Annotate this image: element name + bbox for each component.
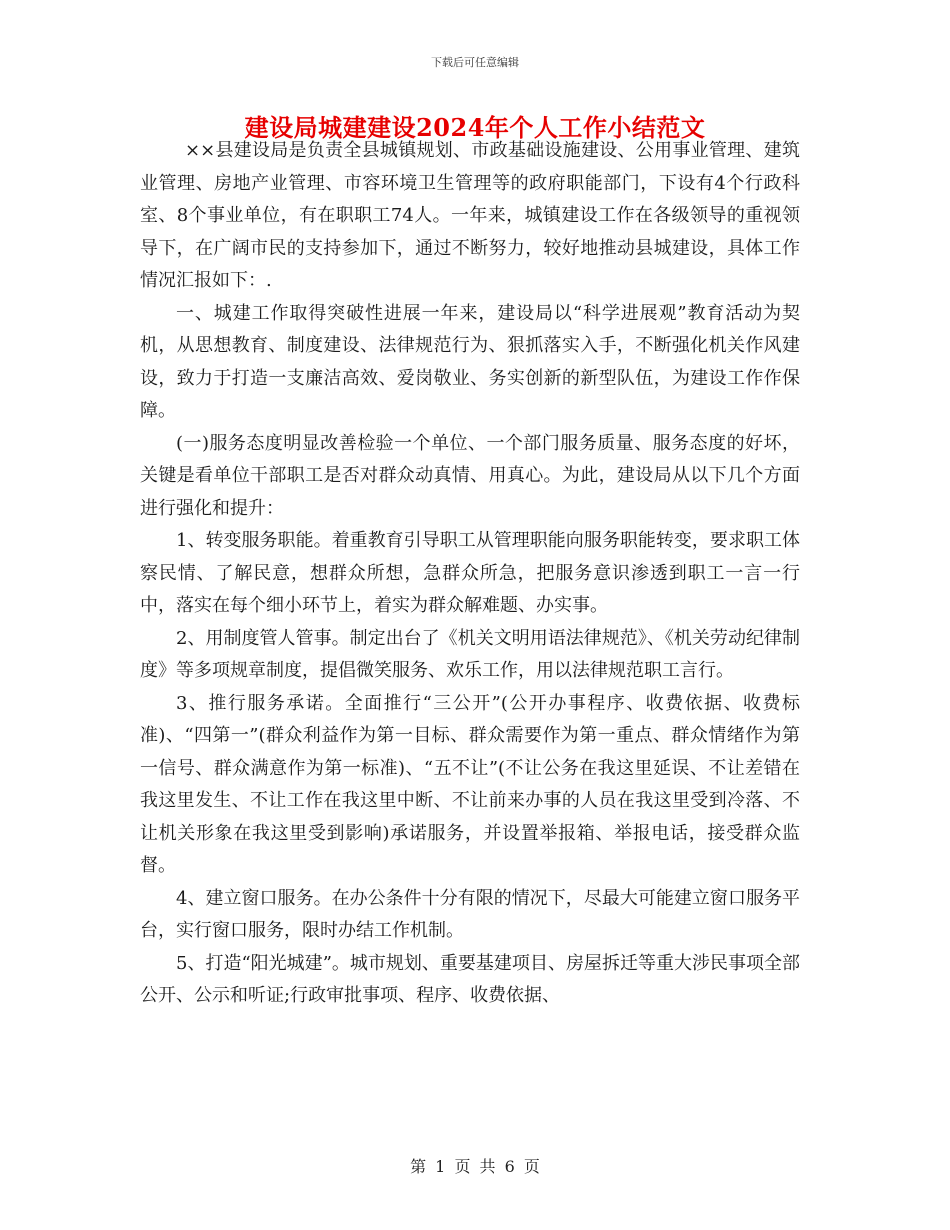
paragraph-subsection-1: (一)服务态度明显改善检验一个单位、一个部门服务质量、服务态度的好坏，关键是看单位干部职工是否对群众动真情、用真心。为此，建设局从以下几个方面进行强化和提升： — [140, 432, 800, 519]
page-footer: 第 1 页 共 6 页 — [410, 1157, 540, 1176]
paragraph-item-1: 1、转变服务职能。着重教育引导职工从管理职能向服务职能转变，要求职工体察民情、了解民意，想群众所想，急群众所急，把服务意识渗透到职工一言一行中，落实在每个细小环节上，着实为群众解难题、办实事。 — [140, 530, 800, 616]
document-title: 建设局城建建设2024年个人工作小结范文 — [244, 113, 706, 142]
paragraph-item-4: 4、建立窗口服务。在办公条件十分有限的情况下，尽最大可能建立窗口服务平台，实行窗口服务，限时办结工作机制。 — [140, 887, 800, 941]
paragraph-item-2: 2、用制度管人管事。制定出台了《机关文明用语法律规范》、《机关劳动纪律制度》等多项规章制度，提倡微笑服务、欢乐工作，用以法律规范职工言行。 — [140, 627, 800, 681]
document-body — [140, 135, 800, 1013]
paragraph-intro: ××县建设局是负责全县城镇规划、市政基础设施建设、公用事业管理、建筑业管理、房地产业管理、市容环境卫生管理等的政府职能部门，下设有4个行政科室、8个事业单位，有在职职工74人。一年来，城镇建设工作在各级领导的重视领导下，在广阔市民的支持参加下，通过不断努力，较好地推动县城建设，具体工作情况汇报如下：. — [140, 140, 800, 291]
paragraph-item-5: 5、打造“阳光城建”。城市规划、重要基建项目、房屋拆迁等重大涉民事项全部公开、公示和听证;行政审批事项、程序、收费依据、 — [140, 952, 800, 1006]
paragraph-item-3: 3、推行服务承诺。全面推行“三公开”(公开办事程序、收费依据、收费标准)、“四第一”(群众利益作为第一目标、群众需要作为第一重点、群众情绪作为第一信号、群众满意作为第一标准)、“五不让”(不让公务在我这里延误、不让差错在我这里发生、不让工作在我这里中断、不让前来办事的人员在我这里受到冷落、不让机关形象在我这里受到影响)承诺服务，并设置举报箱、举报电话，接受群众监督。 — [140, 692, 800, 876]
paragraph-section-1: 一、城建工作取得突破性进展一年来，建设局以“科学进展观”教育活动为契机，从思想教育、制度建设、法律规范行为、狠抓落实入手，不断强化机关作风建设，致力于打造一支廉洁高效、爱岗敬业、务实创新的新型队伍，为建设工作作保障。 — [140, 302, 800, 421]
page-header: 下载后可任意编辑 — [431, 56, 519, 69]
